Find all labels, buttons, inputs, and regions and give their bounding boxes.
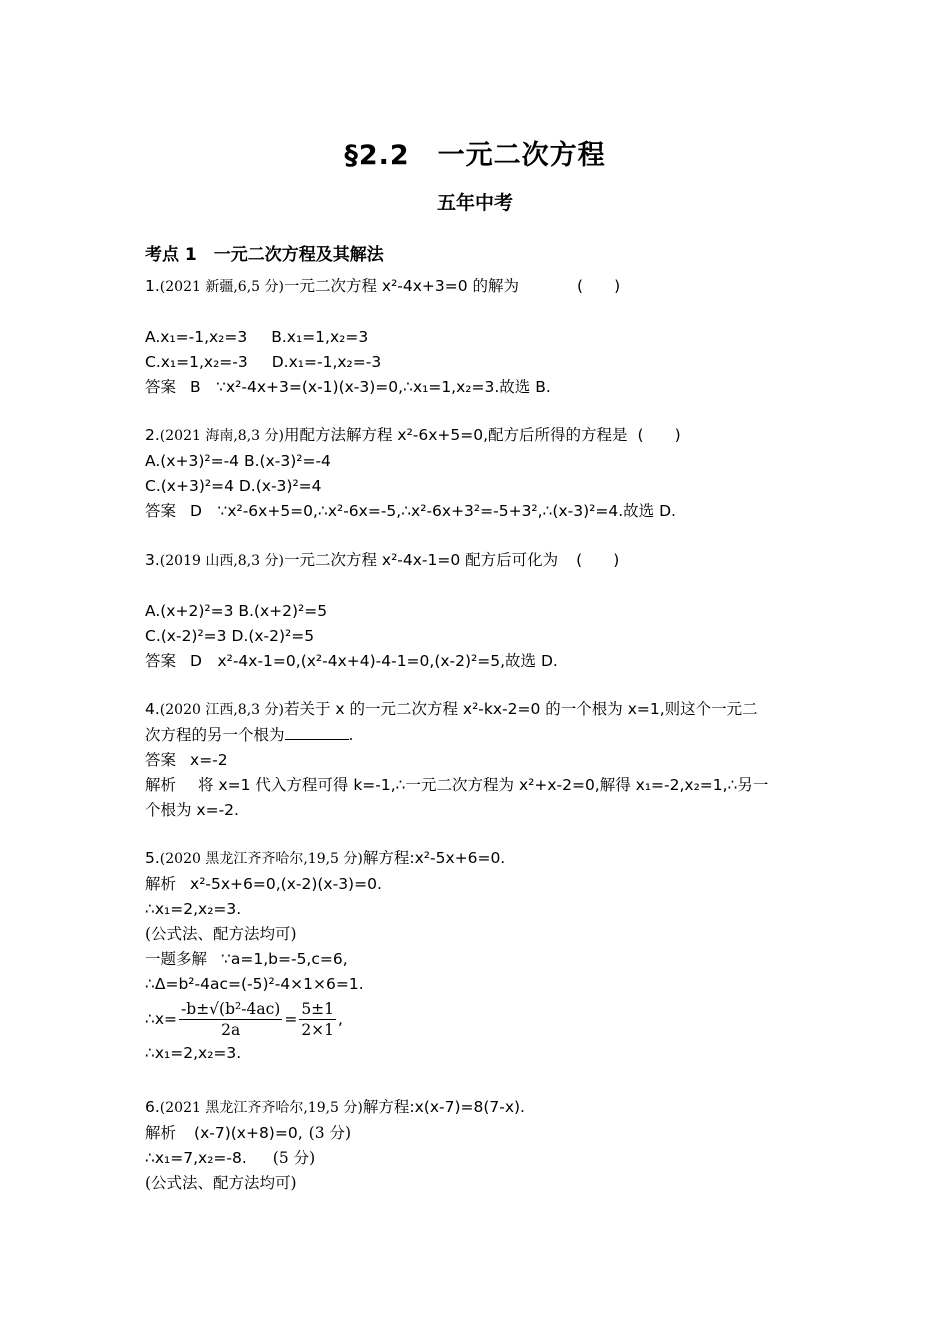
q1-option-d: D.x₁=-1,x₂=-3 — [271, 353, 382, 371]
q5-alt-line-1 — [145, 947, 815, 972]
section-heading: 考点 1 一元二次方程及其解法 — [145, 245, 384, 265]
q4-source: (2020 江西,8,3 分) — [159, 702, 284, 718]
q5-stem: 解方程:x²-5x+6=0. — [362, 849, 506, 867]
q3-source: (2019 山西,8,3 分) — [159, 553, 284, 569]
q6-analysis-line-1 — [145, 1121, 815, 1146]
q6-score-1: (3 分) — [308, 1124, 352, 1142]
q1-options-ab — [145, 325, 815, 350]
q2-options-ab: A.(x+3)²=-4 B.(x-3)²=-4 — [145, 452, 331, 470]
q4-number: 4. — [145, 700, 160, 718]
substituted-fraction — [299, 999, 336, 1040]
q2-answer-label: 答案 — [145, 502, 177, 520]
q5-stem-line — [145, 846, 815, 872]
q5-alt3-suffix: , — [338, 1009, 343, 1028]
q6-line-2: ∴x₁=7,x₂=-8. — [145, 1149, 247, 1167]
q4-stem-line-1 — [145, 697, 815, 723]
quadratic-formula-fraction — [179, 999, 282, 1040]
page-title: §2.2 一元二次方程 — [344, 140, 606, 171]
q4-analysis-a: 将 x=1 代入方程可得 k=-1,∴一元二次方程为 x²+x-2=0,解得 x₁=-2,x₂=1,∴另一 — [198, 776, 769, 794]
q1-answer-label: 答案 — [145, 378, 177, 396]
q6-stem: 解方程:x(x-7)=8(7-x). — [362, 1098, 525, 1116]
q1-stem-line — [145, 274, 815, 300]
question-1 — [145, 274, 815, 400]
q4-answer-blank — [285, 725, 349, 740]
q3-stem-line — [145, 548, 815, 574]
quadratic-formula-denominator: 2a — [221, 1020, 241, 1039]
q5-line-1: x²-5x+6=0,(x-2)(x-3)=0. — [190, 875, 382, 893]
q1-source: (2021 新疆,6,5 分) — [159, 279, 284, 295]
q4-analysis-line-1 — [145, 773, 815, 798]
question-3 — [145, 548, 815, 674]
q6-source: (2021 黑龙江齐齐哈尔,19,5 分) — [159, 1100, 363, 1116]
question-2 — [145, 423, 815, 524]
q1-answer-paren: ( ) — [577, 277, 621, 295]
q2-options-cd: C.(x+3)²=4 D.(x-3)²=4 — [145, 477, 322, 495]
q3-stem: 一元二次方程 x²-4x-1=0 配方后可化为 — [283, 551, 559, 569]
q4-analysis-line-2: 个根为 x=-2. — [145, 801, 239, 819]
substituted-numerator: 5±1 — [301, 999, 335, 1018]
q6-number: 6. — [145, 1098, 160, 1116]
q5-source: (2020 黑龙江齐齐哈尔,19,5 分) — [159, 851, 363, 867]
q1-answer-line — [145, 375, 815, 400]
q2-number: 2. — [145, 426, 160, 444]
q5-formula-line — [145, 997, 815, 1041]
q1-option-b: B.x₁=1,x₂=3 — [271, 328, 369, 346]
page-subtitle: 五年中考 — [436, 192, 513, 214]
q1-stem: 一元二次方程 x²-4x+3=0 的解为 — [283, 277, 520, 295]
q3-answer-line — [145, 649, 815, 674]
q4-analysis-label: 解析 — [145, 776, 177, 794]
q2-answer: D ∵x²-6x+5=0,∴x²-6x=-5,∴x²-6x+3²=-5+3²,∴(x-3)²=4.故选 D. — [190, 502, 676, 520]
q5-alt-4: ∴x₁=2,x₂=3. — [145, 1044, 242, 1062]
q5-analysis-line-1 — [145, 872, 815, 897]
q2-source: (2021 海南,8,3 分) — [159, 428, 284, 444]
q4-stem-b: 次方程的另一个根为 — [145, 726, 285, 744]
q6-note: (公式法、配方法均可) — [145, 1174, 297, 1192]
question-6 — [145, 1095, 815, 1196]
question-5 — [145, 846, 815, 1066]
q5-note: (公式法、配方法均可) — [145, 925, 297, 943]
q6-analysis-label: 解析 — [145, 1124, 177, 1142]
q3-answer: D x²-4x-1=0,(x²-4x+4)-4-1=0,(x-2)²=5,故选 D. — [190, 652, 558, 670]
q2-stem-line — [145, 423, 815, 449]
q2-answer-paren: ( ) — [637, 426, 681, 444]
q1-number: 1. — [145, 277, 160, 295]
q5-alt3-prefix: ∴x= — [145, 1009, 178, 1028]
q5-number: 5. — [145, 849, 160, 867]
q5-alt-1: ∵a=1,b=-5,c=6, — [221, 950, 348, 968]
q4-stem-a: 若关于 x 的一元二次方程 x²-kx-2=0 的一个根为 x=1,则这个一元二 — [283, 700, 758, 718]
q1-option-c: C.x₁=1,x₂=-3 — [145, 353, 248, 371]
quadratic-formula-numerator: -b±√(b²-4ac) — [181, 999, 281, 1018]
q4-answer-line — [145, 748, 815, 773]
q3-number: 3. — [145, 551, 160, 569]
q5-equals: = — [284, 1009, 298, 1028]
q6-line-1: (x-7)(x+8)=0, — [194, 1124, 303, 1142]
q2-stem: 用配方法解方程 x²-6x+5=0,配方后所得的方程是 — [283, 426, 628, 444]
q4-answer: x=-2 — [190, 751, 228, 769]
q5-alt-label: 一题多解 — [145, 950, 208, 968]
q1-options-cd — [145, 350, 815, 375]
q6-analysis-line-2 — [145, 1146, 815, 1171]
q1-option-a: A.x₁=-1,x₂=3 — [145, 328, 248, 346]
q4-answer-label: 答案 — [145, 751, 177, 769]
q3-answer-paren: ( ) — [576, 551, 620, 569]
q3-answer-label: 答案 — [145, 652, 177, 670]
question-4 — [145, 697, 815, 823]
q3-options-ab: A.(x+2)²=3 B.(x+2)²=5 — [145, 602, 328, 620]
q5-analysis-label: 解析 — [145, 875, 177, 893]
q5-line-2: ∴x₁=2,x₂=3. — [145, 900, 242, 918]
q2-answer-line — [145, 499, 815, 524]
q5-alt-2: ∴Δ=b²-4ac=(-5)²-4×1×6=1. — [145, 975, 364, 993]
q4-stem-end: . — [348, 726, 354, 744]
q4-stem-line-2 — [145, 723, 815, 748]
q3-options-cd: C.(x-2)²=3 D.(x-2)²=5 — [145, 627, 315, 645]
q1-answer: B ∵x²-4x+3=(x-1)(x-3)=0,∴x₁=1,x₂=3.故选 B. — [190, 378, 551, 396]
substituted-denominator: 2×1 — [301, 1020, 335, 1039]
q6-score-2: (5 分) — [272, 1149, 316, 1167]
q6-stem-line — [145, 1095, 815, 1121]
